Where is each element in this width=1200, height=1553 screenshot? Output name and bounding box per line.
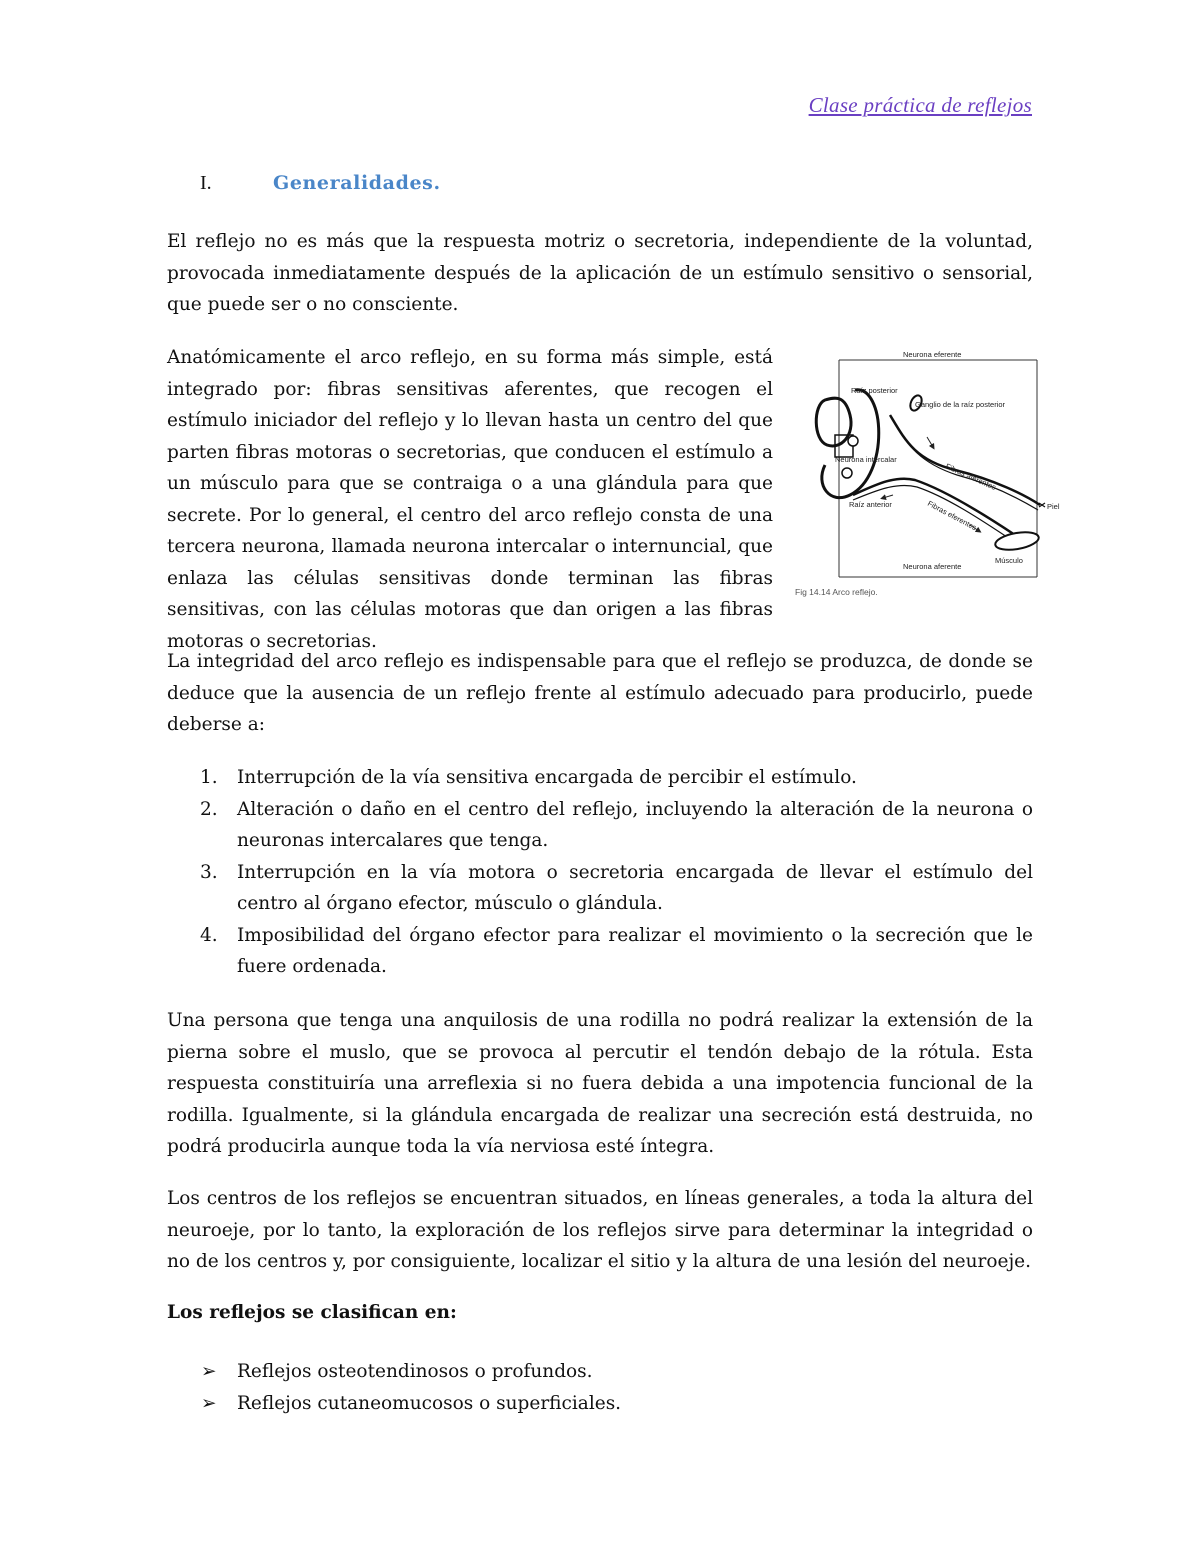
section-title: Generalidades. — [273, 172, 441, 194]
label-ganglion: Ganglio de la raíz posterior — [915, 400, 1006, 409]
list-item — [167, 1356, 1033, 1388]
label-efferent-neuron: Neurona eferente — [903, 350, 962, 359]
list-number: 2. — [200, 798, 218, 820]
paragraph-definition: El reflejo no es más que la respuesta motriz o secretoria, independiente de la voluntad, provocada inmediatamente después de la aplicación de un estímulo sensitivo o sensorial, que puede ser o no consciente. — [167, 231, 1033, 315]
label-posterior-root: Raíz posterior — [851, 386, 898, 395]
label-muscle: Músculo — [995, 556, 1023, 565]
label-anterior-root: Raíz anterior — [849, 500, 892, 509]
label-afferent-fibers: Fibras aferentes — [944, 461, 998, 492]
arrow-bullet-icon: ➢ — [201, 1392, 217, 1414]
paragraph-anatomy: Anatómicamente el arco reflejo, en su forma más simple, está integrado por: fibras sensitivas aferentes, que recogen el estímulo iniciador del reflejo y lo llevan hasta un centro del que parten fibras motoras o secretorias, que conducen el estímulo a un músculo para que se contraiga o a una glándula para que secrete. Por lo general, el centro del arco reflejo consta de una tercera neurona, llamada neurona intercalar o internuncial, que enlaza las células sensitivas donde terminan las fibras sensitivas, con las células motoras que dan origen a las fibras motoras o secretorias. — [167, 347, 773, 652]
list-item — [167, 794, 1033, 857]
document-title: Clase práctica de reflejos — [808, 93, 1032, 117]
label-afferent-neuron: Neurona aferente — [903, 562, 962, 571]
list-text: Interrupción en la vía motora o secretoria encargada de llevar el estímulo del centro al órgano efector, músculo o glándula. — [237, 861, 1033, 914]
classification-list — [167, 1356, 1033, 1419]
figure-caption: Fig 14.14 Arco reflejo. — [795, 587, 878, 597]
label-skin: Piel — [1047, 502, 1060, 511]
classification-heading: Los reflejos se clasifican en: — [167, 1302, 457, 1323]
paragraph-centers: Los centros de los reflejos se encuentran situados, en líneas generales, a toda la altura del neuroeje, por lo tanto, la exploración de los reflejos sirve para determinar la integridad o no de los centros y, por consiguiente, localizar el sitio y la altura de una lesión del neuroeje. — [167, 1188, 1033, 1272]
reflex-arc-diagram — [795, 345, 1060, 600]
list-number: 3. — [200, 861, 218, 883]
paragraph-example: Una persona que tenga una anquilosis de una rodilla no podrá realizar la extensión de la pierna sobre el muslo, que se provoca al percutir el tendón debajo de la rótula. Esta respuesta constituiría una arreflexia si no fuera debida a una impotencia funcional de la rodilla. Igualmente, si la glándula encargada de realizar una secreción está destruida, no podrá producirla aunque toda la vía nerviosa esté íntegra. — [167, 1010, 1033, 1157]
causes-list — [167, 762, 1033, 983]
list-text: Imposibilidad del órgano efector para realizar el movimiento o la secreción que le fuere ordenada. — [237, 924, 1033, 977]
list-text: Reflejos osteotendinosos o profundos. — [237, 1361, 593, 1382]
section-heading — [200, 172, 441, 195]
reflex-arc-figure — [795, 345, 1060, 600]
list-item — [167, 1388, 1033, 1420]
list-number: 4. — [200, 924, 218, 946]
arrow-bullet-icon: ➢ — [201, 1361, 217, 1382]
list-item — [167, 920, 1033, 983]
list-number: 1. — [200, 767, 218, 788]
label-intercalar-neuron: Neurona intercalar — [835, 455, 897, 464]
list-text: Reflejos cutaneomucosos o superficiales. — [237, 1392, 622, 1414]
list-text: Alteración o daño en el centro del reflejo, incluyendo la alteración de la neurona o neuronas intercalares que tenga. — [237, 798, 1033, 851]
list-item — [167, 857, 1033, 920]
label-efferent-fibers: Fibras eferentes — [926, 498, 979, 533]
list-text: Interrupción de la vía sensitiva encargada de percibir el estímulo. — [237, 767, 857, 788]
list-item — [167, 762, 1033, 794]
section-number: I. — [200, 172, 212, 194]
paragraph-integrity: La integridad del arco reflejo es indispensable para que el reflejo se produzca, de donde se deduce que la ausencia de un reflejo frente al estímulo adecuado para producirlo, puede deberse a: — [167, 651, 1033, 735]
